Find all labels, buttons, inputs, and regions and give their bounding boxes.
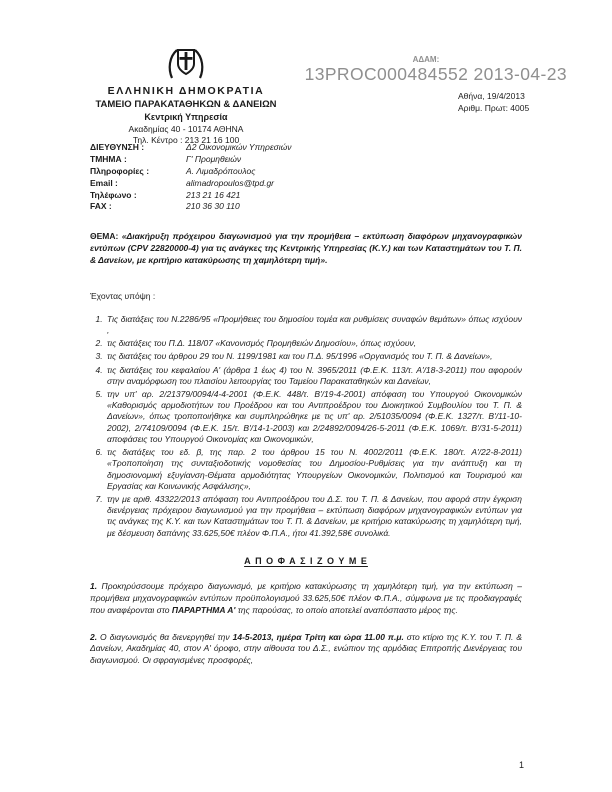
paragraph-text: Ο διαγωνισμός θα διενεργηθεί την — [97, 631, 233, 642]
paragraph-number: 2. — [90, 631, 98, 642]
document-body — [90, 231, 522, 667]
decision-paragraph-1 — [90, 581, 522, 617]
subject-text: «Διακήρυξη πρόχειρου διαγωνισμού για την προμήθεια – εκτύπωση διαφόρων μηχανογραφικών εντύπων (CPV 22820000-4) για τις ανάγκες της Κεντρικής Υπηρεσίας (Κ.Υ.) και των Καταστημάτων του Τ. Π. & Δανείων, με κριτήριο κατακύρωσης τη χαμηλότερη τιμή». — [90, 231, 522, 265]
protocol-number: Αριθμ. Πρωτ: 4005 — [458, 103, 530, 114]
contact-block — [90, 142, 400, 213]
having-regard-line: Έχοντας υπόψη : — [90, 290, 156, 301]
paragraph-bold-text: 14-5-2013, ημέρα Τρίτη και ώρα 11.00 π.μ. — [232, 631, 404, 642]
letterhead — [68, 46, 304, 145]
contact-value: Α. Λιμαδρόπουλος — [186, 165, 256, 176]
contact-row-fax — [90, 201, 400, 213]
paragraph-text: Προκηρύσσουμε πρόχειρο διαγωνισμό, με κριτήριο κατακύρωσης τη χαμηλότερη τιμή, για την εκτύπωση – προμήθεια μηχανογραφικών εντύπων προϋπολογισμού 33.625,50€ πλέον Φ.Π.Α., σύμφωνα με τις προδιαγραφές που αναφέρονται στο — [90, 580, 522, 615]
subject-label: ΘΕΜΑ: — [90, 231, 119, 241]
paragraph-bold-text: ΠΑΡΑΡΤΗΜΑ Α' — [171, 604, 236, 615]
org-address: Ακαδημίας 40 - 10174 ΑΘΗΝΑ — [128, 124, 244, 134]
contact-row-department — [90, 154, 400, 166]
decision-paragraph-2 — [90, 632, 522, 668]
contact-value: 210 36 30 110 — [186, 201, 240, 212]
contact-row-email — [90, 178, 400, 190]
org-department: Κεντρική Υπηρεσία — [144, 112, 228, 122]
contact-label: Email : — [90, 177, 118, 188]
adam-stamp — [305, 55, 567, 85]
contact-row-direction — [90, 142, 400, 154]
contact-value: Δ2 Οικονομικών Υπηρεσιών — [186, 142, 292, 152]
contact-label: ΤΜΗΜΑ : — [90, 153, 127, 164]
contact-value: 213 21 16 421 — [186, 189, 241, 200]
org-phone-center: Τηλ. Κέντρο : 213 21 16 100 — [132, 135, 240, 145]
org-name: ΕΛΛΗΝΙΚΗ ΔΗΜΟΚΡΑΤΙΑ — [107, 85, 265, 97]
decision-heading: Α Π Ο Φ Α Σ Ι Ζ Ο Υ Μ Ε — [244, 555, 368, 566]
date-protocol-block — [458, 90, 529, 115]
contact-label: ΔΙΕΥΘΥΝΣΗ : — [90, 142, 145, 152]
adam-stamp-value: 13PROC000484552 2013-04-23 — [304, 64, 567, 84]
list-item: 3. τις διατάξεις του άρθρου 29 του Ν. 1199/1981 και του Π.Δ. 95/1996 «Οργανισμός του Τ. Π. & Δανείων», — [105, 351, 522, 362]
city-date: Αθήνα, 19/4/2013 — [458, 91, 525, 101]
contact-label: Τηλέφωνο : — [90, 189, 137, 200]
contact-row-information — [90, 166, 400, 178]
subject-paragraph — [90, 231, 522, 267]
list-item: 6. τις διατάξεις του εδ. β, της παρ. 2 του άρθρου 15 του Ν. 4002/2011 (Φ.Ε.Κ. 180/τ. Α'/22-8-2011) «Τροποποίηση της συνταξιοδοτικής νομοθεσίας του Δημοσίου-Ρυθμίσεις για την ανάπτυξη και τη δημοσιονομική εξυγίανση-Θέματα αρμοδιότητας Υπουργείων Οικονομικών, Πολιτισμού και Τουρισμού και Εργασίας και Κοινωνικής Ασφάλισης», — [105, 447, 522, 492]
contact-row-phone — [90, 190, 400, 202]
email-value: alimadropoulos@tpd.gr — [186, 177, 275, 188]
org-subname: ΤΑΜΕΙΟ ΠΑΡΑΚΑΤΑΘΗΚΩΝ & ΔΑΝΕΙΩΝ — [95, 99, 277, 110]
list-item: 5. την υπ' αρ. 2/21379/0094/4-4-2001 (Φ.Ε.Κ. 448/τ. Β'/19-4-2001) απόφαση του Υπουργού Οικονομικών «Καθορισμός αρμοδιοτήτων του Προέδρου και του Αντιπροέδρου του Διοικητικού Συμβουλίου του Τ. Π. & Δανείων», όπως τροποποιήθηκε και συμπληρώθηκε με τις υπ' αρ. 2/51035/0094 (Φ.Ε.Κ. 1327/τ. Β'/11-10-2002), 2/74109/0094 (Φ.Ε.Κ. 15/τ. Β'/14-1-2003) και 2/24892/0094/26-5-2011 (Φ.Ε.Κ. 1069/τ. Β'/31-5-2011) αποφάσεις του Υπουργού Οικονομίας και Οικονομικών, — [105, 389, 522, 445]
list-item: 4. τις διατάξεις του κεφαλαίου Α' (άρθρα 1 έως 4) του Ν. 3965/2011 (Φ.Ε.Κ. 113/τ. Α'/18-3-2011) που αφορούν στην αναμόρφωση του πλαισίου λειτουργίας του Ταμείου Παρακαταθηκών και Δανείων, — [105, 365, 522, 387]
paragraph-text: στο κτίριο της Κ.Υ. του Τ. Π. & Δανείων, Ακαδημίας 40, στον Α' όροφο, στην αίθουσα του Δ.Σ., ενώπιον της αρμόδιας Επιτροπής Διενέργειας του διαγωνισμού. Οι σφραγισμένες προσφορές, — [90, 631, 523, 666]
legal-references-list — [90, 314, 522, 539]
list-item: 2. τις διατάξεις του Π.Δ. 118/07 «Κανονισμός Προμηθειών Δημοσίου», όπως ισχύουν, — [105, 338, 522, 349]
page-number: 1 — [518, 760, 524, 770]
contact-value: Γ' Προμηθειών — [186, 153, 242, 164]
adam-stamp-label: ΑΔΑΜ: — [412, 55, 440, 64]
list-item: 1. Τις διατάξεις του Ν.2286/95 «Προμήθειες του δημοσίου τομέα και ρυθμίσεις συναφών θεμάτων» όπως ισχύουν , — [105, 314, 522, 336]
greek-emblem-icon — [166, 46, 206, 82]
contact-label: FAX : — [90, 201, 112, 212]
contact-label: Πληροφορίες : — [90, 165, 150, 176]
list-item: 7. την με αριθ. 43322/2013 απόφαση του Αντιπροέδρου του Δ.Σ. του Τ. Π. & Δανείων, που αφορά στην έγκριση διενέργειας πρόχειρου διαγωνισμού για την προμήθεια – εκτύπωση διαφόρων μηχανογραφικών εντύπων για τις ανάγκες της Κ.Υ. και των Καταστημάτων του Τ. Π. & Δανείων, με κριτήριο κατακύρωσης τη χαμηλότερη τιμή, με δέσμευση δαπάνης 33.625,50€ πλέον Φ.Π.Α., ήτοι 41.392,58€ συνολικά. — [105, 494, 522, 539]
paragraph-text: της παρούσας, το οποίο αποτελεί αναπόσπαστο μέρος της. — [235, 604, 458, 615]
paragraph-number: 1. — [90, 580, 98, 591]
